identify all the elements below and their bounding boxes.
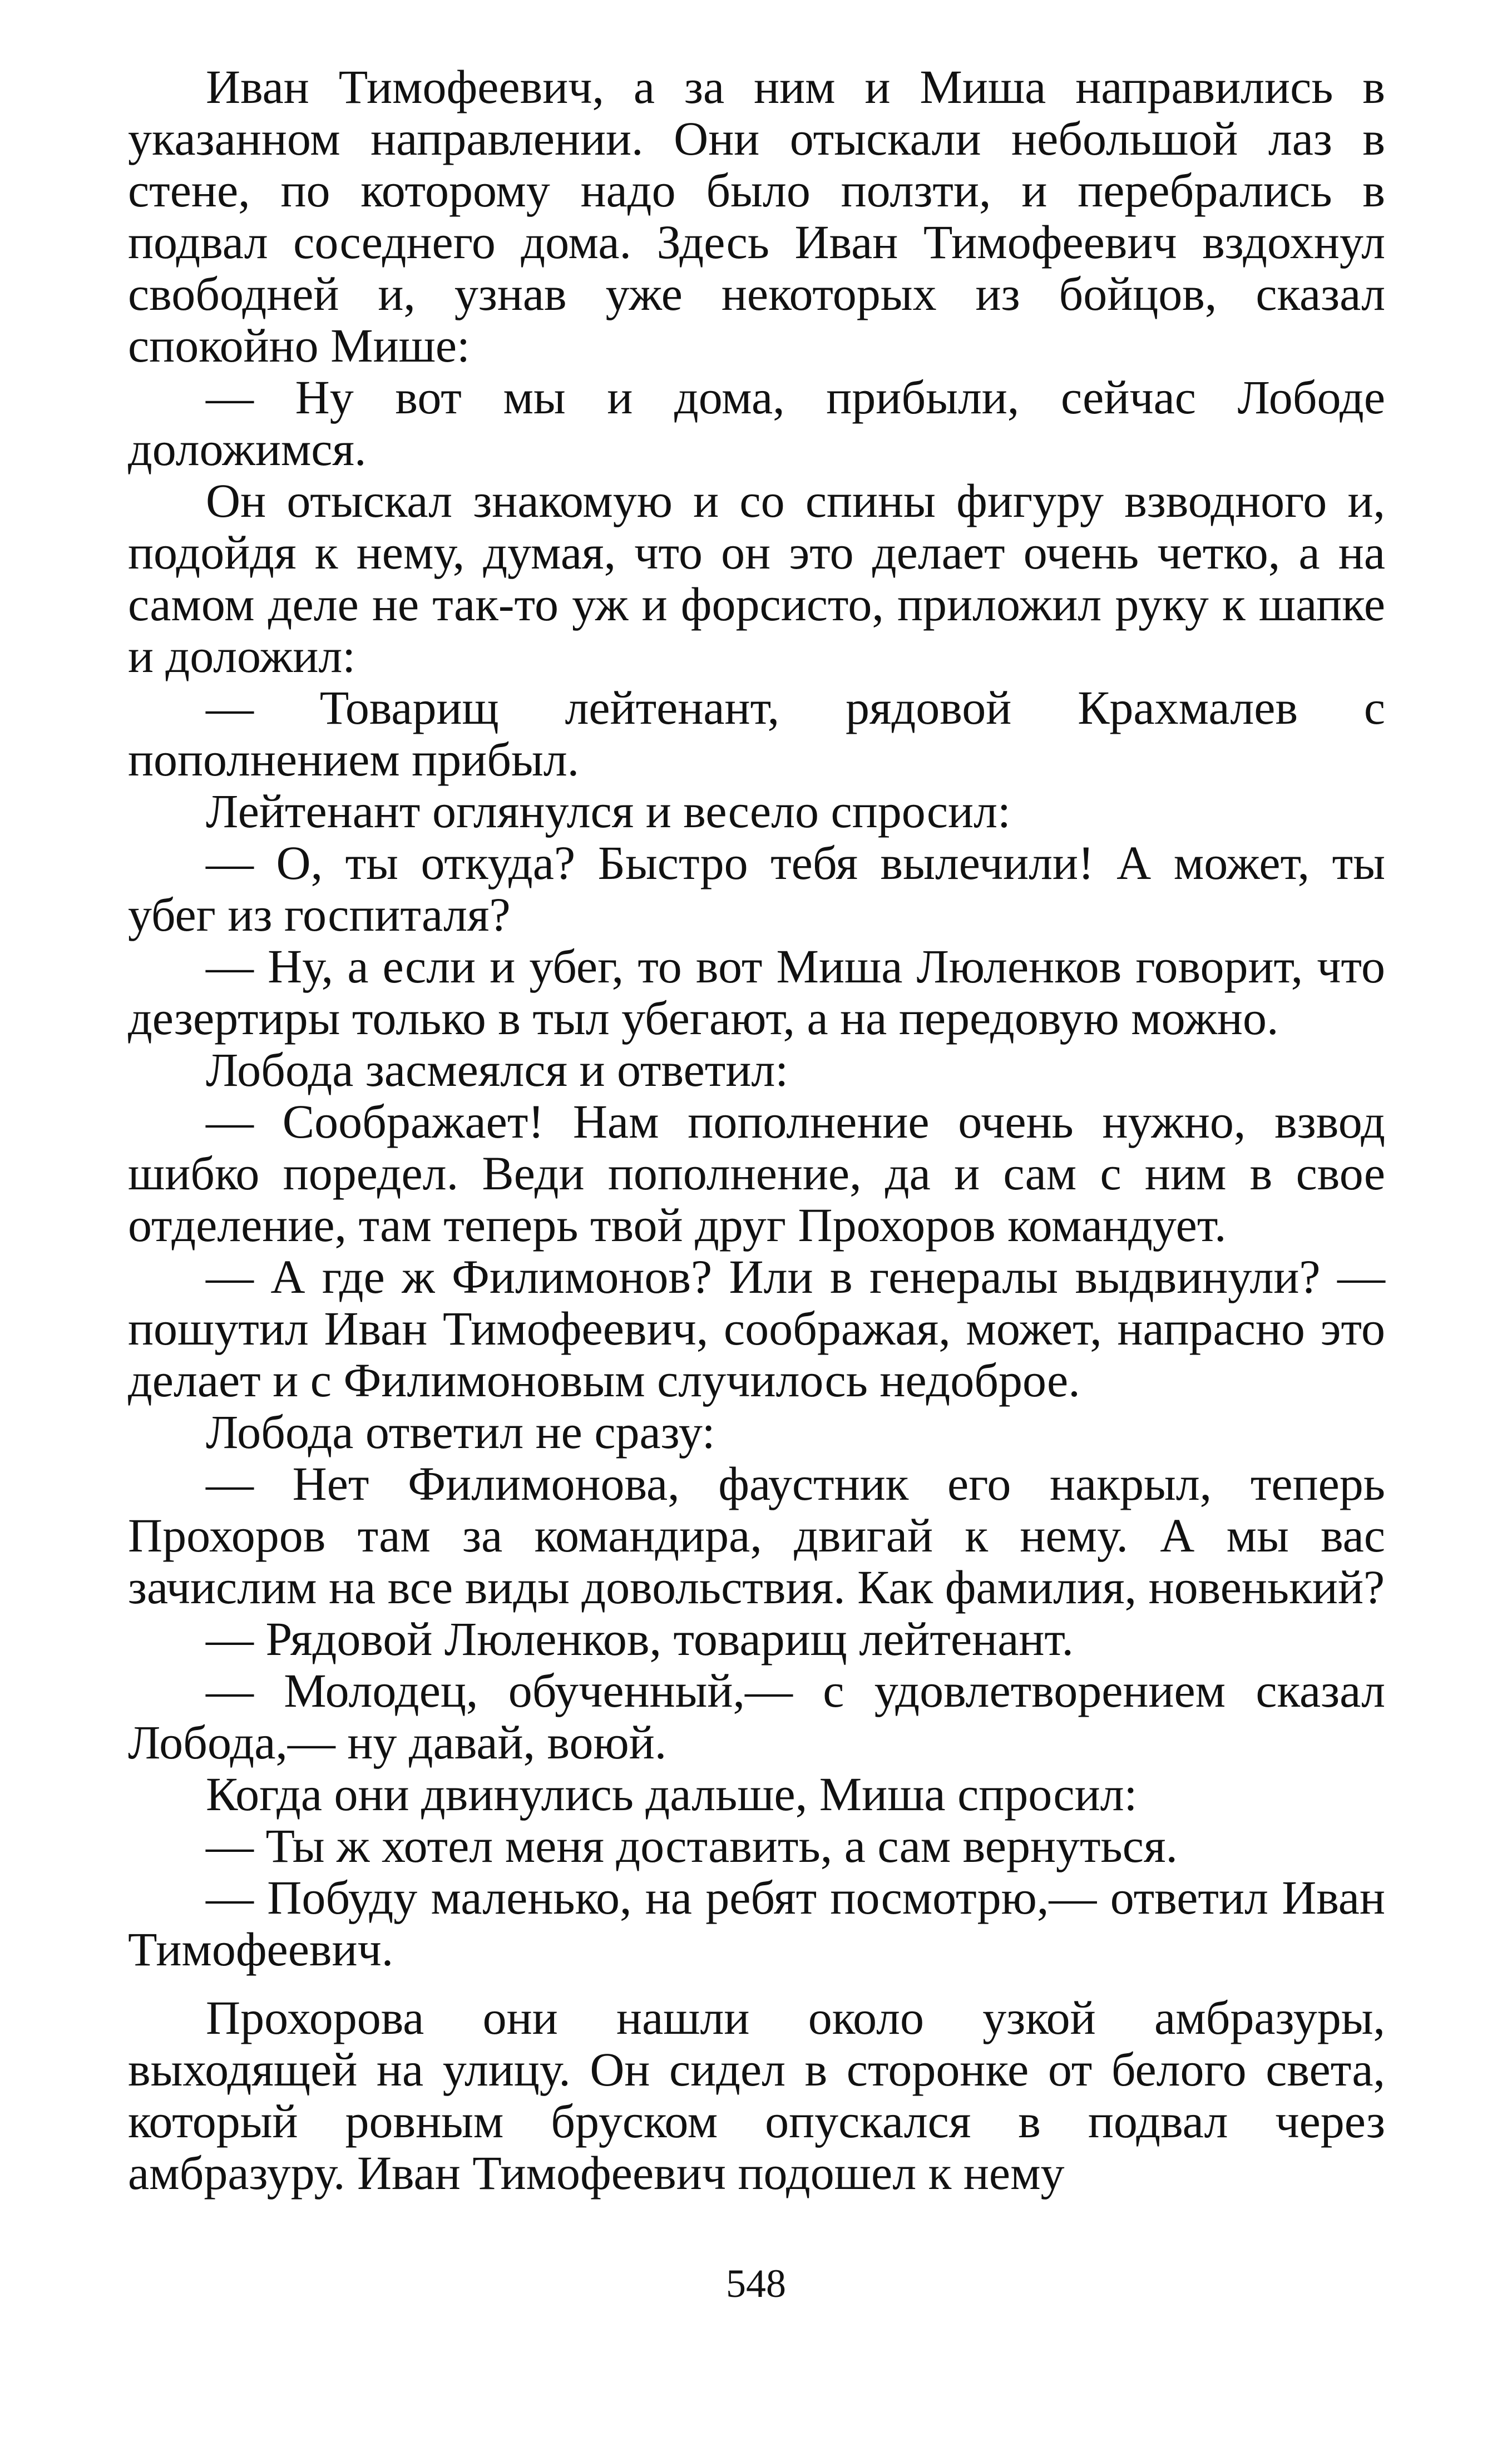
paragraph: Прохорова они нашли около узкой амбразуры, выходящей на улицу. Он сидел в сторонке от белого света, который ровным бруском опускался в подвал через амбразуру. Иван Тимофеевич подошел к нему (128, 1991, 1385, 2200)
paragraph: — Нет Филимонова, фаустник его накрыл, теперь Прохоров там за командира, двигай к нему. А мы вас зачислим на все виды довольствия. Как фамилия, новенький? (128, 1457, 1385, 1614)
paragraph: — Соображает! Нам пополнение очень нужно, взвод шибко поредел. Веди пополнение, да и сам с ним в свое отделение, там теперь твой друг Прохоров командует. (128, 1095, 1385, 1252)
paragraph: — Молодец, обученный,— с удовлетворением сказал Лобода,— ну давай, воюй. (128, 1664, 1385, 1769)
paragraph: Лобода ответил не сразу: (206, 1405, 715, 1459)
paragraph: — Ну вот мы и дома, прибыли, сейчас Лободе доложимся. (128, 370, 1385, 476)
paragraph: Когда они двинулись дальше, Миша спросил: (206, 1767, 1138, 1821)
paragraph: Лейтенант оглянулся и весело спросил: (206, 784, 1011, 838)
body-text (128, 61, 1385, 2199)
paragraph: Лобода засмеялся и ответил: (206, 1043, 789, 1096)
paragraph: — Побуду маленько, на ребят посмотрю,— ответил Иван Тимофеевич. (128, 1871, 1385, 1976)
page-number: 548 (726, 2261, 786, 2306)
paragraph: — Рядовой Люленков, товарищ лейтенант. (206, 1612, 1074, 1666)
paragraph: — Товарищ лейтенант, рядовой Крахмалев с пополнением прибыл. (128, 681, 1385, 786)
book-page (128, 61, 1385, 2398)
paragraph: — А где ж Филимонов? Или в генералы выдвинули? — пошутил Иван Тимофеевич, соображая, может, напрасно это делает и с Филимоновым случилось недоброе. (128, 1250, 1385, 1407)
paragraph: — Ты ж хотел меня доставить, а сам вернуться. (206, 1819, 1178, 1872)
paragraph: — Ну, а если и убег, то вот Миша Люленков говорит, что дезертиры только в тыл убегают, а на передовую можно. (128, 940, 1385, 1045)
paragraph: Иван Тимофеевич, а за ним и Миша направились в указанном направлении. Они отыскали небольшой лаз в стене, по которому надо было ползти, и перебрались в подвал соседнего дома. Здесь Иван Тимофеевич вздохнул свободней и, узнав уже некоторых из бойцов, сказал спокойно Мише: (128, 60, 1385, 372)
paragraph: Он отыскал знакомую и со спины фигуру взводного и, подойдя к нему, думая, что он это делает очень четко, а на самом деле не так-то уж и форсисто, приложил руку к шапке и доложил: (128, 474, 1385, 683)
paragraph: — О, ты откуда? Быстро тебя вылечили! А может, ты убег из госпиталя? (128, 836, 1385, 941)
